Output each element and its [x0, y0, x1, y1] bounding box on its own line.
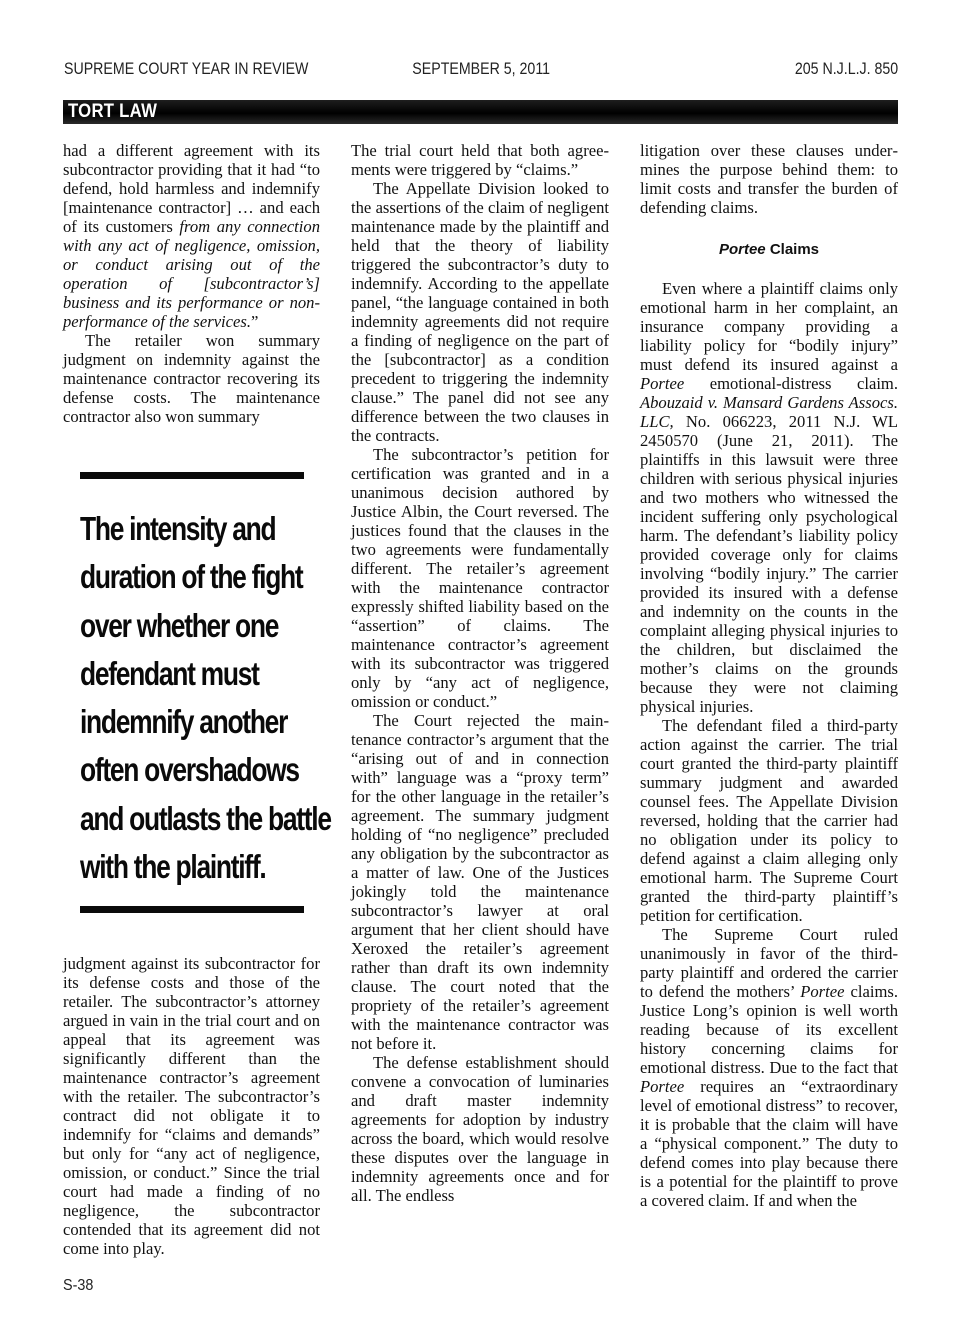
paragraph: The Court rejected the maintenance contractor’s argument that the “arising out of and in connection with” language was a “proxy term” for the other language in the retailer’s agreement. The summary judgment holding of “no negligence” precluded any obligation by the subcontractor as a matter of law. One of the Justices jokingly told the maintenance subcontractor’s lawyer at oral argument that her client should have Xeroxed the retailer’s agreement rather than draft its own indemnity clause. The court noted that the propriety of the retailer’s agreement with the maintenance contractor was not before it. [351, 711, 609, 1053]
paragraph: The retailer won summary judgment on indemnity against the maintenance contractor recovering its defense costs. The maintenance contractor also won summary [63, 331, 320, 426]
pullquote-line: with the plaintiff. [80, 848, 266, 886]
column-1-top [63, 141, 320, 426]
paragraph: had a different agreement with its subcontractor providing that it had “to defend, hold harmless and indemnify [maintenance contractor] … and each of its customers from any connection with any act of negligence, omission, or conduct arising out of the operation of [subcontractor’s] business and its performance or non-performance of the services.” [63, 141, 320, 331]
paragraph: Even where a plaintiff claims only emotional harm in her complaint, an insurance company providing a liability policy for “bodily injury” must defend its insured against a Portee emotional-distress claim. Abouzaid v. Mansard Gardens Assocs. LLC, No. 066223, 2011 N.J. WL 2450570 (June 21, 2011). The plaintiffs in this lawsuit were three children with serious physical injuries and two mothers who witnessed the incident suffering only psychological harm. The defendant’s liability policy provided coverage only for claims involving “bodily injury.” The carrier provided its insured with a defense and indemnity on the counts in the complaint alleging physical injuries to the children, but disclaimed the mother’s claims on the grounds because they were not claiming physical injuries. [640, 279, 898, 716]
paragraph: litigation over these clauses undermines the purpose behind them: to limit costs and transfer the burden of defending claims. [640, 141, 898, 217]
paragraph: judgment against its subcontractor for its defense costs and those of the retailer. The subcontractor’s attorney argued in vain in the trial court and on appeal that its agreement was significantly different than the maintenance contractor’s agreement with the retailer. The subcontractor’s contract did not obligate it to indemnify for “claims and demands” but only for “any act of negligence, omission, or conduct.” Since the trial court had made a finding of no negligence, the subcontractor contended that its agreement did not come into play. [63, 954, 320, 1258]
pullquote-line: over whether one [80, 606, 279, 644]
paragraph: The defendant filed a third-party action against the carrier. The trial court granted the third-party plaintiff summary judgment and awarded counsel fees. The Appellate Division reversed, holding that the carrier had no obligation under its policy to defend against a claim alleging only emotional harm. The Supreme Court granted the third-party plaintiff’s petition for certification. [640, 716, 898, 925]
pullquote-line: defendant must [80, 654, 259, 692]
pullquote-rule-bottom [80, 906, 304, 913]
citation: 205 N.J.L.J. 850 [794, 60, 899, 78]
issue-date: SEPTEMBER 5, 2011 [412, 60, 551, 78]
paragraph: The trial court held that both agreements were triggered by “claims.” [351, 141, 609, 179]
running-head [64, 60, 898, 82]
paragraph: The Supreme Court ruled unanimously in favor of the third-party plaintiff and ordered the carrier to defend the mothers’ Portee claims. Justice Long’s opinion is well worth reading because of its excellent history concerning claims for emotional distress. Due to the fact that Portee requires an “extraordinary level of emotional distress” to recover, it is probable that the claim will have a “physical component.” The duty to defend comes into play because there is a potential for the plaintiff to prove a covered claim. If and when the [640, 925, 898, 1210]
column-1-bottom [63, 954, 320, 1258]
publication-section: SUPREME COURT YEAR IN REVIEW [64, 60, 309, 78]
paragraph: The subcontractor’s petition for certification was granted and in a unanimous decision authored by Justice Albin, the Court reversed. The justices found that the clauses in the two agreements were fundamentally different. The retailer’s agreement with the maintenance contractor expressly shifted liability based on the “assertion” of claims. The maintenance contractor’s agreement with its subcontractor was triggered only by “any act of negligence, omission or conduct.” [351, 445, 609, 711]
column-3 [640, 141, 898, 1210]
paragraph: The defense establishment should convene a convocation of luminaries and draft master indemnity agreements for adoption by industry across the board, which would resolve these disputes over the language in indemnity agreements once and for all. The endless [351, 1053, 609, 1205]
pullquote-line: often overshadows [80, 751, 299, 789]
pullquote-line: and outlasts the battle [80, 799, 331, 837]
pullquote [80, 505, 331, 891]
subheading: Portee Claims [718, 241, 820, 258]
pullquote-line: duration of the fight [80, 558, 303, 596]
pullquote-rule-top [80, 472, 304, 479]
column-2 [351, 141, 609, 1205]
section-label: TORT LAW [68, 101, 158, 122]
paragraph: The Appellate Division looked to the assertions of the claim of negligent maintenance made by the plaintiff and held that the theory of liability triggered the subcontractor’s duty to indemnify. According to the appellate panel, “the language contained in both indemnity agreements did not require a finding of negligence on the part of the [subcontractor] as a condition precedent to triggering the indemnity clause.” The panel did not see any difference between the two clauses in the contracts. [351, 179, 609, 445]
pullquote-line: indemnify another [80, 703, 288, 741]
section-bar [63, 100, 898, 124]
page-number: S-38 [63, 1277, 94, 1294]
pullquote-line: The intensity and [80, 510, 276, 547]
